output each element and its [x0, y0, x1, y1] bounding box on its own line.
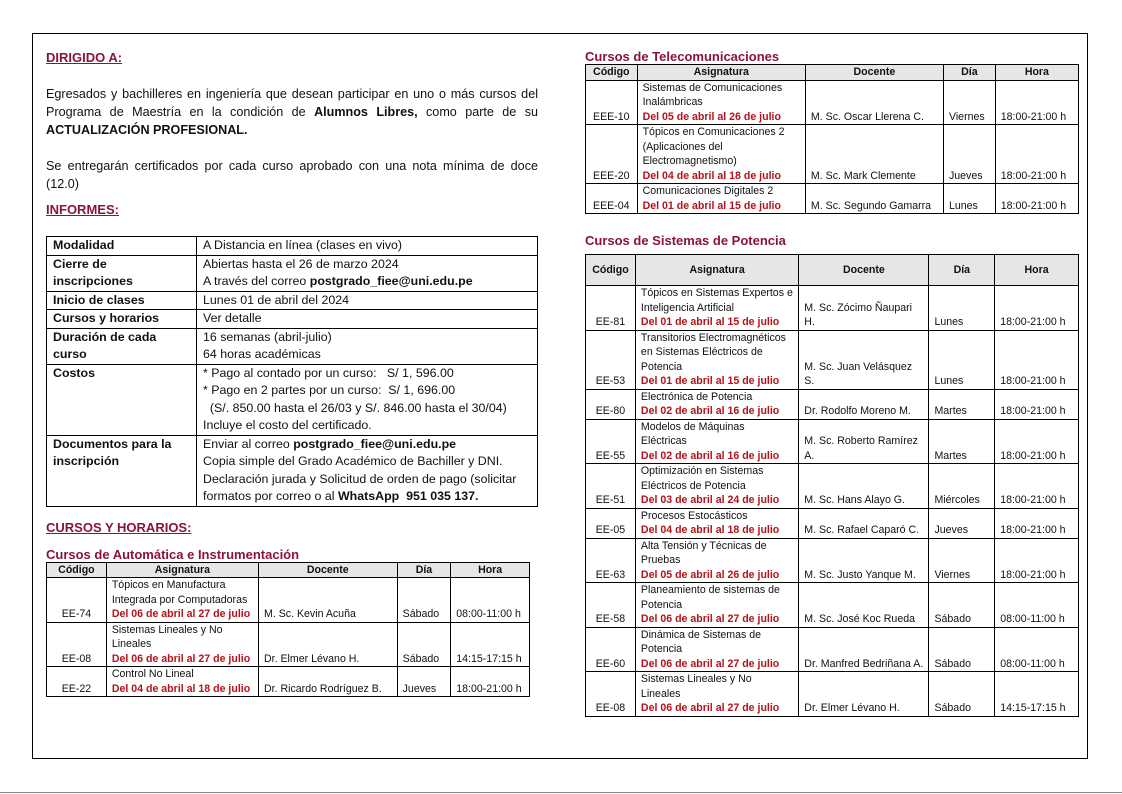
column-header-docente: Docente	[259, 562, 398, 578]
course-dates: Del 01 de abril al 15 de julio	[642, 199, 781, 212]
course-teacher: Dr. Ricardo Rodríguez B.	[259, 667, 398, 697]
course-code: EE-63	[586, 538, 636, 583]
course-subject	[635, 330, 798, 389]
course-row	[586, 184, 1079, 214]
course-row	[586, 464, 1079, 509]
info-value	[197, 310, 538, 329]
info-text: Abiertas hasta el 26 de marzo 2024	[203, 256, 399, 271]
course-teacher: M. Sc. Kevin Acuña	[259, 578, 398, 623]
info-row	[47, 291, 538, 310]
tele-title: Cursos de Telecomunicaciones	[585, 49, 780, 64]
course-name: Sistemas Lineales y No Lineales	[640, 673, 752, 700]
info-row	[47, 255, 538, 291]
course-name: Procesos Estocásticos	[640, 509, 748, 522]
course-teacher: M. Sc. José Koc Rueda	[799, 583, 929, 628]
course-teacher: M. Sc. Oscar Llerena C.	[805, 80, 943, 125]
course-subject	[106, 622, 258, 667]
course-subject	[637, 125, 805, 184]
info-row	[47, 328, 538, 364]
column-header-asignatura: Asignatura	[637, 65, 805, 81]
course-row	[586, 672, 1079, 717]
course-dates: Del 04 de abril al 18 de julio	[111, 682, 251, 695]
info-line	[203, 346, 531, 364]
dirigido-paragraph	[46, 85, 538, 139]
certificados-paragraph: Se entregarán certificados por cada curso aprobado con una nota mínima de doce (12.0)	[46, 159, 538, 191]
course-dates: Del 02 de abril al 16 de julio	[640, 449, 780, 462]
course-name: Sistemas Lineales y No Lineales	[111, 623, 223, 650]
course-time: 14:15-17:15 h	[995, 672, 1079, 717]
info-text: Ver detalle	[203, 311, 262, 325]
course-day: Viernes	[943, 80, 995, 125]
course-dates: Del 04 de abril al 18 de julio	[640, 524, 780, 536]
course-teacher: M. Sc. Justo Yanque M.	[799, 538, 929, 583]
info-line	[203, 292, 531, 310]
course-teacher: Dr. Manfred Bedriñana A.	[799, 627, 929, 672]
course-name: Control No Lineal	[111, 668, 194, 680]
info-text: * Pago al contado por un curso: S/ 1, 596.00	[203, 365, 454, 380]
course-day: Miércoles	[929, 464, 995, 509]
info-text: postgrado_fiee@uni.edu.pe	[293, 436, 457, 451]
dirigido-heading: DIRIGIDO A:	[46, 50, 123, 65]
course-day: Viernes	[929, 538, 995, 583]
course-subject	[106, 578, 258, 623]
course-dates: Del 06 de abril al 27 de julio	[640, 657, 780, 670]
info-line	[203, 273, 531, 291]
course-row	[586, 389, 1079, 419]
course-dates: Del 01 de abril al 15 de julio	[640, 316, 780, 328]
course-dates: Del 06 de abril al 27 de julio	[640, 702, 780, 714]
info-text: Declaración jurada y Solicitud de orden de pago (solicitar formatos por correo o al	[203, 471, 520, 503]
column-header-dia: Día	[397, 562, 451, 578]
paragraph-segment: Egresados y bachilleres en ingeniería que desean participar en uno o más cursos del Programa de Maestría en la condición de	[46, 87, 538, 119]
course-row	[586, 538, 1079, 583]
course-code: EE-80	[586, 389, 636, 419]
info-line	[203, 471, 531, 506]
course-code: EE-22	[47, 667, 107, 697]
informes-table	[46, 236, 538, 507]
course-teacher: M. Sc. Juan Velásquez S.	[799, 330, 929, 389]
course-dates: Del 06 de abril al 27 de julio	[111, 652, 251, 665]
info-value	[197, 291, 538, 310]
header-row	[47, 562, 530, 578]
course-day: Martes	[929, 419, 995, 464]
info-value	[197, 237, 538, 256]
course-day: Jueves	[929, 508, 995, 538]
pot-title: Cursos de Sistemas de Potencia	[585, 233, 786, 248]
column-header-hora: Hora	[451, 562, 530, 578]
course-time: 18:00-21:00 h	[995, 80, 1078, 125]
course-dates: Del 02 de abril al 16 de julio	[640, 405, 780, 417]
course-name: Planeamiento de sistemas de Potencia	[640, 584, 780, 611]
course-day: Jueves	[397, 667, 451, 697]
course-subject	[635, 508, 798, 538]
course-time: 08:00-11:00 h	[995, 627, 1079, 672]
info-row	[47, 237, 538, 256]
course-day: Lunes	[943, 184, 995, 214]
course-code: EEE-20	[586, 125, 638, 184]
column-header-codigo: Código	[47, 562, 107, 578]
course-subject	[635, 538, 798, 583]
paragraph-segment: ACTUALIZACIÓN PROFESIONAL.	[46, 123, 248, 137]
course-name: Tópicos en Comunicaciones 2 (Aplicaciones del Electromagnetismo)	[642, 126, 785, 167]
course-code: EE-58	[586, 583, 636, 628]
info-key: Cierre de inscripciones	[47, 255, 197, 291]
course-row	[586, 80, 1079, 125]
course-name: Comunicaciones Digitales 2	[642, 185, 774, 197]
course-dates: Del 01 de abril al 15 de julio	[640, 375, 780, 387]
column-header-docente: Docente	[799, 255, 929, 286]
course-teacher: Dr. Elmer Lévano H.	[259, 622, 398, 667]
course-code: EE-55	[586, 419, 636, 464]
course-teacher: M. Sc. Roberto Ramírez A.	[799, 419, 929, 464]
info-line	[203, 310, 531, 328]
course-day: Sábado	[929, 627, 995, 672]
course-code: EE-74	[47, 578, 107, 623]
info-row	[47, 435, 538, 506]
info-text: 64 horas académicas	[203, 347, 321, 361]
course-subject	[637, 80, 805, 125]
info-text: 16 semanas (abril-julio)	[203, 329, 332, 344]
course-dates: Del 03 de abril al 24 de julio	[640, 494, 780, 506]
course-teacher: M. Sc. Segundo Gamarra	[805, 184, 943, 214]
course-name: Modelos de Máquinas Eléctricas	[640, 420, 745, 447]
column-header-asignatura: Asignatura	[106, 562, 258, 578]
course-time: 18:00-21:00 h	[995, 508, 1079, 538]
course-time: 14:15-17:15 h	[451, 622, 530, 667]
info-line	[203, 436, 531, 454]
column-header-hora: Hora	[995, 65, 1078, 81]
info-value	[197, 255, 538, 291]
column-header-asignatura: Asignatura	[635, 255, 798, 286]
course-name: Transitorios Electromagnéticos en Sistemas Eléctricos de Potencia	[640, 331, 786, 373]
course-time: 18:00-21:00 h	[995, 389, 1079, 419]
course-dates: Del 05 de abril al 26 de julio	[642, 110, 781, 123]
course-teacher: Dr. Elmer Lévano H.	[799, 672, 929, 717]
paragraph-segment: Alumnos Libres,	[314, 105, 418, 119]
left-column	[46, 44, 538, 697]
course-code: EE-51	[586, 464, 636, 509]
course-code: EE-81	[586, 286, 636, 331]
course-name: Sistemas de Comunicaciones Inalámbricas	[642, 81, 783, 108]
course-row	[47, 667, 530, 697]
course-subject	[635, 286, 798, 331]
course-code: EE-05	[586, 508, 636, 538]
course-time: 08:00-11:00 h	[995, 583, 1079, 628]
course-teacher: M. Sc. Hans Alayo G.	[799, 464, 929, 509]
course-time: 18:00-21:00 h	[995, 419, 1079, 464]
course-teacher: Dr. Rodolfo Moreno M.	[799, 389, 929, 419]
course-dates: Del 04 de abril al 18 de julio	[642, 169, 781, 182]
course-time: 18:00-21:00 h	[451, 667, 530, 697]
course-name: Electrónica de Potencia	[640, 390, 753, 403]
course-row	[586, 627, 1079, 672]
course-subject	[635, 583, 798, 628]
course-name: Dinámica de Sistemas de Potencia	[640, 628, 762, 655]
course-subject	[635, 672, 798, 717]
info-line	[203, 382, 531, 400]
course-time: 18:00-21:00 h	[995, 464, 1079, 509]
pot-courses-table	[585, 254, 1079, 717]
course-row	[586, 419, 1079, 464]
column-header-dia: Día	[929, 255, 995, 286]
info-value	[197, 435, 538, 506]
info-row	[47, 364, 538, 435]
course-day: Martes	[929, 389, 995, 419]
info-text: Copia simple del Grado Académico de Bachiller y DNI.	[203, 454, 503, 468]
info-key: Documentos para la inscripción	[47, 435, 197, 506]
course-time: 08:00-11:00 h	[451, 578, 530, 623]
course-code: EE-60	[586, 627, 636, 672]
course-day: Sábado	[929, 583, 995, 628]
info-key: Modalidad	[47, 237, 197, 256]
course-time: 18:00-21:00 h	[995, 538, 1079, 583]
tele-courses-table	[585, 64, 1079, 214]
course-subject	[635, 389, 798, 419]
course-teacher: M. Sc. Zócimo Ñaupari H.	[799, 286, 929, 331]
course-day: Sábado	[397, 622, 451, 667]
course-time: 18:00-21:00 h	[995, 286, 1079, 331]
course-row	[586, 330, 1079, 389]
course-time: 18:00-21:00 h	[995, 184, 1078, 214]
column-header-docente: Docente	[805, 65, 943, 81]
course-row	[586, 125, 1079, 184]
info-key: Costos	[47, 364, 197, 435]
course-subject	[635, 464, 798, 509]
info-line	[203, 417, 531, 435]
info-line	[203, 365, 531, 383]
course-row	[47, 578, 530, 623]
course-name: Tópicos en Manufactura Integrada por Computadoras	[111, 579, 248, 606]
column-header-codigo: Código	[586, 65, 638, 81]
course-subject	[637, 184, 805, 214]
informes-heading: INFORMES:	[46, 202, 119, 217]
course-row	[586, 286, 1079, 331]
column-header-hora: Hora	[995, 255, 1079, 286]
info-text: Incluye el costo del certificado.	[203, 418, 372, 432]
course-day: Sábado	[397, 578, 451, 623]
header-row	[586, 65, 1079, 81]
info-text: Enviar al correo	[203, 436, 294, 451]
course-day: Jueves	[943, 125, 995, 184]
course-time: 18:00-21:00 h	[995, 330, 1079, 389]
course-day: Lunes	[929, 286, 995, 331]
course-code: EEE-04	[586, 184, 638, 214]
course-code: EEE-10	[586, 80, 638, 125]
paragraph-segment: como parte de su	[417, 105, 538, 119]
column-header-dia: Día	[943, 65, 995, 81]
course-row	[586, 508, 1079, 538]
auto-courses-table	[46, 562, 530, 698]
bottom-rule	[0, 792, 1122, 793]
course-row	[47, 622, 530, 667]
info-text: A través del correo	[203, 274, 310, 288]
course-code: EE-08	[586, 672, 636, 717]
info-key: Inicio de clases	[47, 291, 197, 310]
course-subject	[106, 667, 258, 697]
info-row	[47, 310, 538, 329]
info-line	[203, 329, 531, 347]
info-text: (S/. 850.00 hasta el 26/03 y S/. 846.00 hasta el 30/04)	[203, 400, 507, 415]
course-code: EE-53	[586, 330, 636, 389]
info-line	[203, 256, 531, 274]
info-text: postgrado_fiee@uni.edu.pe	[309, 274, 473, 288]
course-name: Alta Tensión y Técnicas de Pruebas	[640, 539, 767, 566]
course-day: Sábado	[929, 672, 995, 717]
course-time: 18:00-21:00 h	[995, 125, 1078, 184]
course-code: EE-08	[47, 622, 107, 667]
info-text: * Pago en 2 partes por un curso: S/ 1, 696.00	[203, 383, 456, 397]
course-subject	[635, 627, 798, 672]
auto-title: Cursos de Automática e Instrumentación	[46, 546, 300, 562]
info-key: Cursos y horarios	[47, 310, 197, 329]
info-line	[203, 400, 531, 418]
course-day: Lunes	[929, 330, 995, 389]
info-line	[203, 237, 531, 255]
course-teacher: M. Sc. Mark Clemente	[805, 125, 943, 184]
course-dates: Del 05 de abril al 26 de julio	[640, 568, 780, 581]
info-text: Lunes 01 de abril del 2024	[203, 292, 350, 307]
right-column	[585, 44, 1079, 717]
info-value	[197, 328, 538, 364]
info-value	[197, 364, 538, 435]
info-key: Duración de cada curso	[47, 328, 197, 364]
info-text: A Distancia en línea (clases en vivo)	[203, 238, 403, 252]
course-row	[586, 583, 1079, 628]
info-text: WhatsApp 951 035 137.	[337, 489, 479, 503]
header-row	[586, 255, 1079, 286]
cursos-heading: CURSOS Y HORARIOS:	[46, 519, 192, 535]
info-line	[203, 453, 531, 471]
course-name: Tópicos en Sistemas Expertos e Inteligencia Artificial	[640, 287, 793, 314]
course-dates: Del 06 de abril al 27 de julio	[111, 608, 251, 620]
course-dates: Del 06 de abril al 27 de julio	[640, 613, 780, 625]
course-name: Optimización en Sistemas Eléctricos de Potencia	[640, 465, 764, 492]
course-subject	[635, 419, 798, 464]
course-teacher: M. Sc. Rafael Caparó C.	[799, 508, 929, 538]
column-header-codigo: Código	[586, 255, 636, 286]
